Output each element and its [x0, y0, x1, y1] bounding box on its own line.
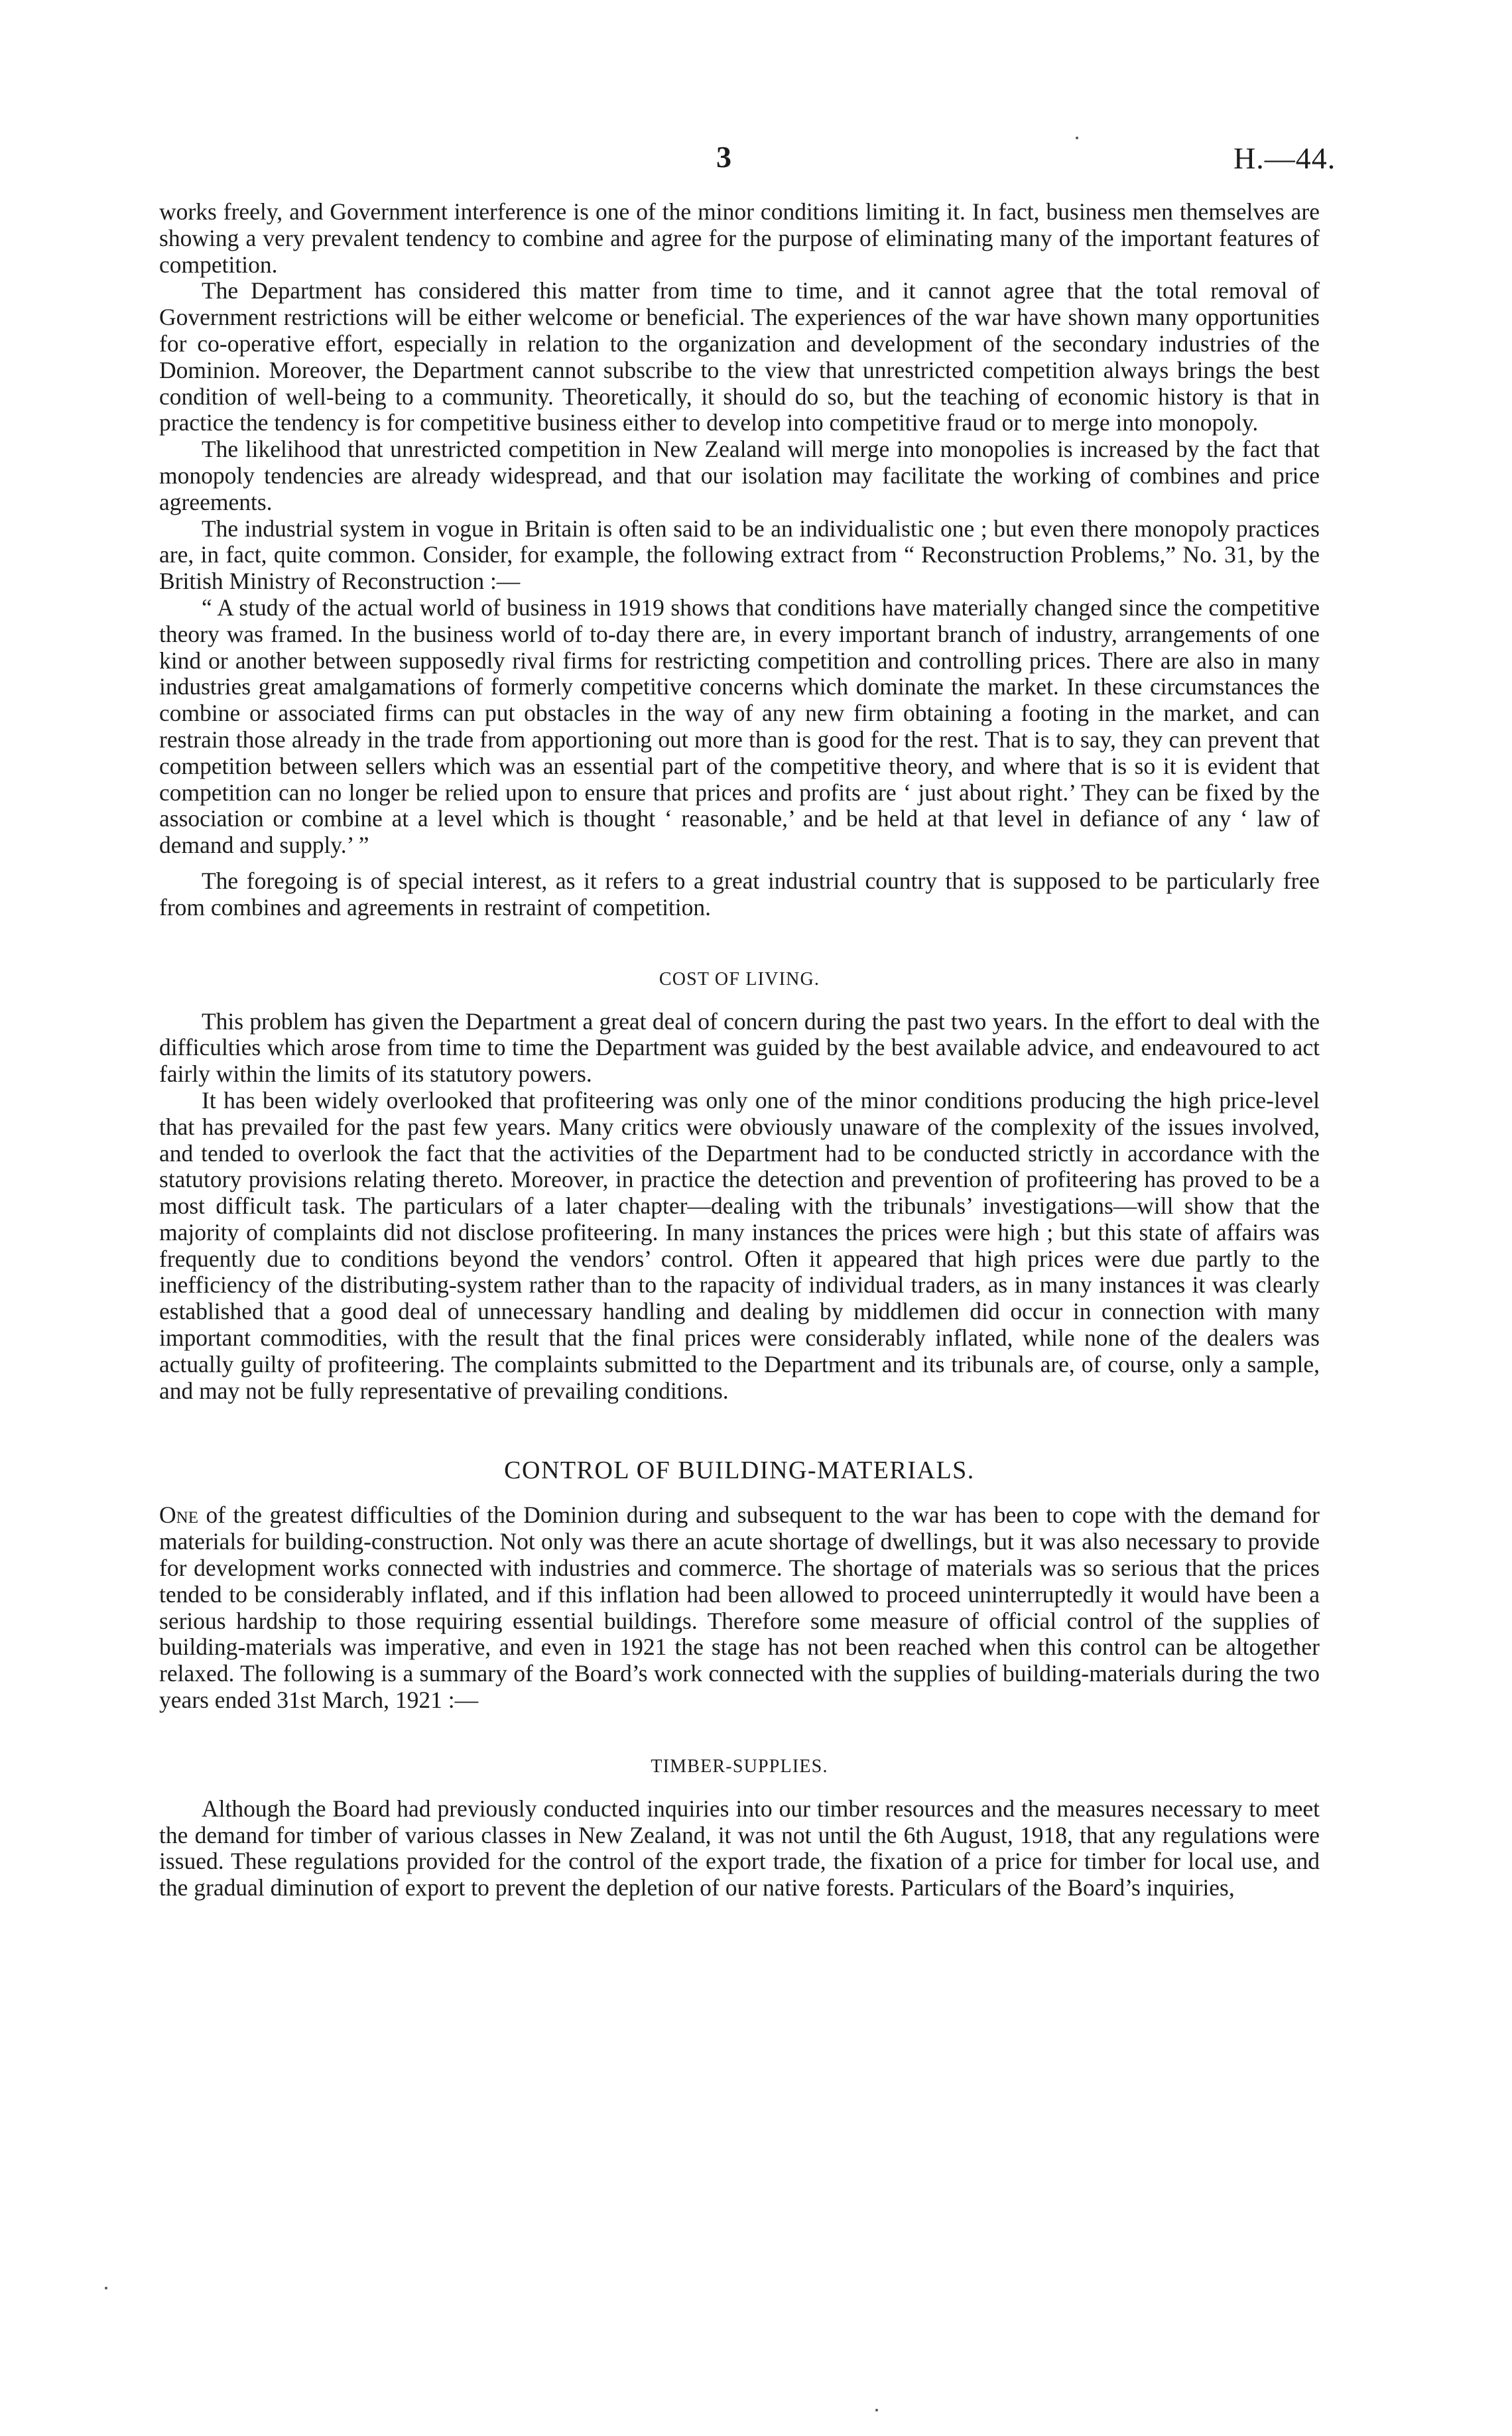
scan-speck	[875, 2409, 878, 2411]
paragraph: The likelihood that unrestricted competition in New Zealand will merge into monopolies is increased by the fact that monopoly tendencies are already widespread, and that our isolation may facilitate the working of combines and price agreements.	[159, 436, 1320, 515]
section-heading-timber-supplies: TIMBER-SUPPLIES.	[651, 1756, 828, 1777]
paragraph	[159, 1502, 1320, 1713]
paragraph: The industrial system in vogue in Britain is often said to be an individualistic one ; but even there monopoly practices are, in fact, quite common. Consider, for example, the following extract from “ Reconstruction Problems,” No. 31, by the British Ministry of Reconstruction :—	[159, 515, 1320, 595]
paragraph: The Department has considered this matter from time to time, and it cannot agree that the total removal of Government restrictions will be either welcome or beneficial. The experiences of the war have shown many opportunities for co-operative effort, especially in relation to the organization and development of the secondary industries of the Dominion. Moreover, the Department cannot subscribe to the view that unrestricted competition always brings the best condition of well-being to a community. Theoretically, it should do so, but the teaching of economic history is that in practice the tendency is for competitive business either to develop into competitive fraud or to merge into monopoly.	[159, 277, 1320, 436]
scan-speck	[105, 2287, 107, 2289]
paragraph-text: of the greatest difficulties of the Dominion during and subsequent to the war has been to cope with the demand for materials for building-construction. Not only was there an acute shortage of dwellings, but it was also necessary to provide for development works connected with industries and commerce. The shortage of materials was so serious that the prices tended to be considerably inflated, and if this inflation had been allowed to proceed uninterruptedly it would have been a serious hardship to those requiring essential buildings. Therefore some measure of official control of the supplies of building-materials was imperative, and even in 1921 the stage has not been reached when this control can be altogether relaxed. The following is a summary of the Board’s work connected with the supplies of building-materials during the two years ended 31st March, 1921 :—	[159, 1502, 1320, 1714]
paragraph: It has been widely overlooked that profiteering was only one of the minor conditions producing the high price-level that has prevailed for the past few years. Many critics were obviously unaware of the complexity of the issues involved, and tended to overlook the fact that the activities of the Department had to be conducted strictly in accordance with the statutory provisions relating thereto. Moreover, in practice the detection and prevention of profiteering has proved to be a most difficult task. The particulars of a later chapter—dealing with the tribunals’ investigations—will show that the majority of complaints did not disclose profiteering. In many instances the prices were high ; but this state of affairs was frequently due to conditions beyond the vendors’ control. Often it appeared that high prices were due partly to the inefficiency of the distributing-system rather than to the rapacity of individual traders, as in many instances it was clearly established that a good deal of unnecessary handling and dealing by middlemen did occur in connection with many important commodities, with the result that the final prices were considerably inflated, while none of the dealers was actually guilty of profiteering. The complaints submitted to the Department and its tribunals are, of course, only a sample, and may not be fully representative of prevailing conditions.	[159, 1086, 1320, 1404]
page-number: 3	[716, 140, 732, 174]
section-heading-cost-of-living: COST OF LIVING.	[659, 968, 820, 990]
paragraph: works freely, and Government interference is one of the minor conditions limiting it. In fact, business men themselves are showing a very prevalent tendency to combine and agree for the purpose of eliminating many of the important features of competition.	[159, 198, 1320, 278]
block-quote: “ A study of the actual world of business in 1919 shows that conditions have materially changed since the competitive theory was framed. In the business world of to-day there are, in every important branch of industry, arrangements of one kind or another between supposedly rival firms for restricting competition and controlling prices. There are also in many industries great amalgamations of formerly competitive concerns which dominate the market. In these circumstances the combine or associated firms can put obstacles in the way of any new firm obtaining a footing in the market, and can restrain those already in the trade from apportioning out more than is good for the rest. That is to say, they can prevent that competition between sellers which was an essential part of the competitive theory, and where that is so it is evident that competition can no longer be relied upon to ensure that prices and profits are ‘ just about right.’ They can be fixed by the association or combine at a level which is thought ‘ reasonable,’ and be held at that level in defiance of any ‘ law of demand and supply.’ ”	[159, 594, 1320, 859]
paragraph: The foregoing is of special interest, as it refers to a great industrial country that is supposed to be particularly free from combines and agreements in restraint of competition.	[159, 867, 1320, 921]
paragraph: This problem has given the Department a great deal of concern during the past two years. In the effort to deal with the difficulties which arose from time to time the Department was guided by the best available advice, and endeavoured to act fairly within the limits of its statutory powers.	[159, 1007, 1320, 1088]
document-body	[159, 199, 1320, 1901]
scan-speck	[1076, 137, 1078, 139]
section-heading-building-materials: CONTROL OF BUILDING-MATERIALS.	[504, 1456, 975, 1485]
paragraph: Although the Board had previously conducted inquiries into our timber resources and the measures necessary to meet the demand for timber of various classes in New Zealand, it was not until the 6th August, 1918, that any regulations were issued. These regulations provided for the control of the export trade, the fixation of a price for timber for local use, and the gradual diminution of export to prevent the depletion of our native forests. Particulars of the Board’s inquiries,	[159, 1795, 1320, 1901]
document-code: H.—44.	[1233, 141, 1336, 175]
lead-word: One	[159, 1502, 198, 1529]
